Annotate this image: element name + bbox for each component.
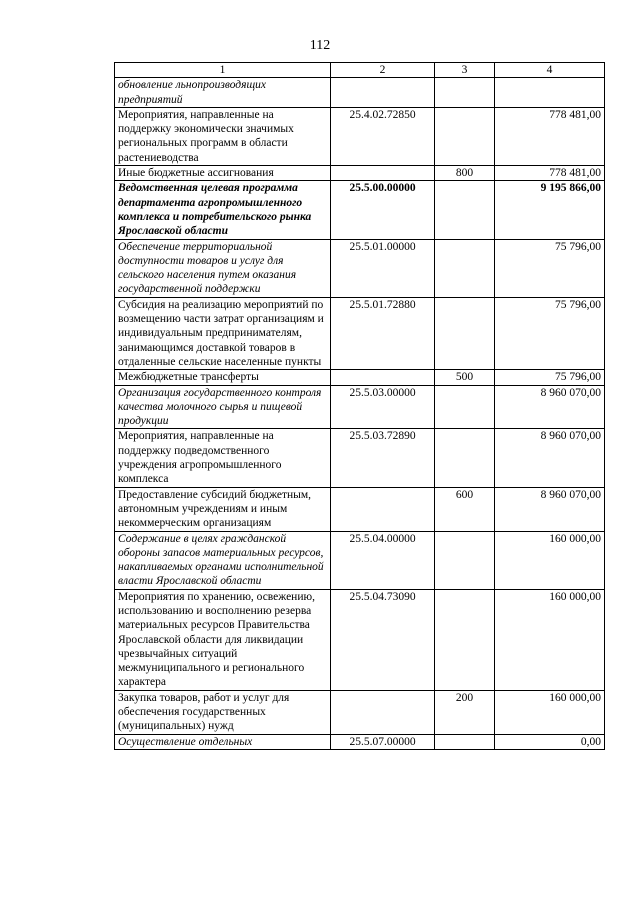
table-row (115, 78, 605, 108)
name-cell: Ведомственная целевая программа департамента агропромышленного комплекса и потребительского рынка Ярославской области (115, 181, 331, 239)
type-cell (435, 429, 495, 487)
type-cell: 800 (435, 166, 495, 181)
table-row (115, 429, 605, 487)
code-cell: 25.5.04.73090 (331, 589, 435, 690)
type-cell: 500 (435, 370, 495, 385)
header-col-4: 4 (495, 63, 605, 78)
table-row (115, 239, 605, 297)
amount-cell: 160 000,00 (495, 589, 605, 690)
name-cell: Мероприятия по хранению, освежению, использованию и восполнению резерва материальных ресурсов Правительства Ярославской области для ликвидации чрезвычайных ситуаций межмуниципального и регионального характера (115, 589, 331, 690)
code-cell: 25.5.01.72880 (331, 297, 435, 369)
amount-cell: 75 796,00 (495, 239, 605, 297)
code-cell: 25.5.04.00000 (331, 531, 435, 589)
amount-cell: 160 000,00 (495, 690, 605, 734)
code-cell (331, 166, 435, 181)
name-cell: Содержание в целях гражданской обороны запасов материальных ресурсов, накапливаемых органами исполнительной власти Ярославской области (115, 531, 331, 589)
code-cell (331, 487, 435, 531)
type-cell (435, 239, 495, 297)
name-cell: обновление льнопроизводящих предприятий (115, 78, 331, 108)
table-row (115, 385, 605, 429)
name-cell: Осуществление отдельных (115, 734, 331, 749)
amount-cell: 8 960 070,00 (495, 429, 605, 487)
name-cell: Иные бюджетные ассигнования (115, 166, 331, 181)
name-cell: Предоставление субсидий бюджетным, автономным учреждениям и иным некоммерческим организациям (115, 487, 331, 531)
amount-cell: 8 960 070,00 (495, 385, 605, 429)
amount-cell: 9 195 866,00 (495, 181, 605, 239)
header-col-3: 3 (435, 63, 495, 78)
type-cell (435, 297, 495, 369)
type-cell: 600 (435, 487, 495, 531)
amount-cell (495, 78, 605, 108)
type-cell (435, 78, 495, 108)
table-row (115, 370, 605, 385)
table-row (115, 589, 605, 690)
table-row (115, 166, 605, 181)
name-cell: Организация государственного контроля качества молочного сырья и пищевой продукции (115, 385, 331, 429)
type-cell: 200 (435, 690, 495, 734)
amount-cell: 75 796,00 (495, 370, 605, 385)
header-col-2: 2 (331, 63, 435, 78)
type-cell (435, 385, 495, 429)
amount-cell: 160 000,00 (495, 531, 605, 589)
name-cell: Мероприятия, направленные на поддержку подведомственного учреждения агропромышленного комплекса (115, 429, 331, 487)
type-cell (435, 734, 495, 749)
code-cell (331, 370, 435, 385)
amount-cell: 778 481,00 (495, 166, 605, 181)
code-cell: 25.5.01.00000 (331, 239, 435, 297)
type-cell (435, 531, 495, 589)
name-cell: Мероприятия, направленные на поддержку экономически значимых региональных программ в области растениеводства (115, 107, 331, 165)
table-row (115, 690, 605, 734)
code-cell: 25.5.07.00000 (331, 734, 435, 749)
table-row (115, 734, 605, 749)
type-cell (435, 181, 495, 239)
name-cell: Межбюджетные трансферты (115, 370, 331, 385)
table-row (115, 531, 605, 589)
amount-cell: 75 796,00 (495, 297, 605, 369)
type-cell (435, 589, 495, 690)
code-cell: 25.5.03.00000 (331, 385, 435, 429)
table-body (115, 78, 605, 750)
amount-cell: 8 960 070,00 (495, 487, 605, 531)
page-number: 112 (309, 38, 331, 53)
budget-table (114, 62, 605, 750)
header-col-1: 1 (115, 63, 331, 78)
name-cell: Обеспечение территориальной доступности товаров и услуг для сельского населения путем оказания государственной поддержки (115, 239, 331, 297)
table-header-row (115, 63, 605, 78)
table-row (115, 487, 605, 531)
name-cell: Субсидия на реализацию мероприятий по возмещению части затрат организациям и индивидуальным предпринимателям, занимающимся доставкой товаров в отдаленные сельские населенные пункты (115, 297, 331, 369)
type-cell (435, 107, 495, 165)
code-cell (331, 690, 435, 734)
amount-cell: 0,00 (495, 734, 605, 749)
name-cell: Закупка товаров, работ и услуг для обеспечения государственных (муниципальных) нужд (115, 690, 331, 734)
amount-cell: 778 481,00 (495, 107, 605, 165)
code-cell (331, 78, 435, 108)
code-cell: 25.5.03.72890 (331, 429, 435, 487)
code-cell: 25.5.00.00000 (331, 181, 435, 239)
table-row (115, 297, 605, 369)
code-cell: 25.4.02.72850 (331, 107, 435, 165)
table-row (115, 181, 605, 239)
table-row (115, 107, 605, 165)
